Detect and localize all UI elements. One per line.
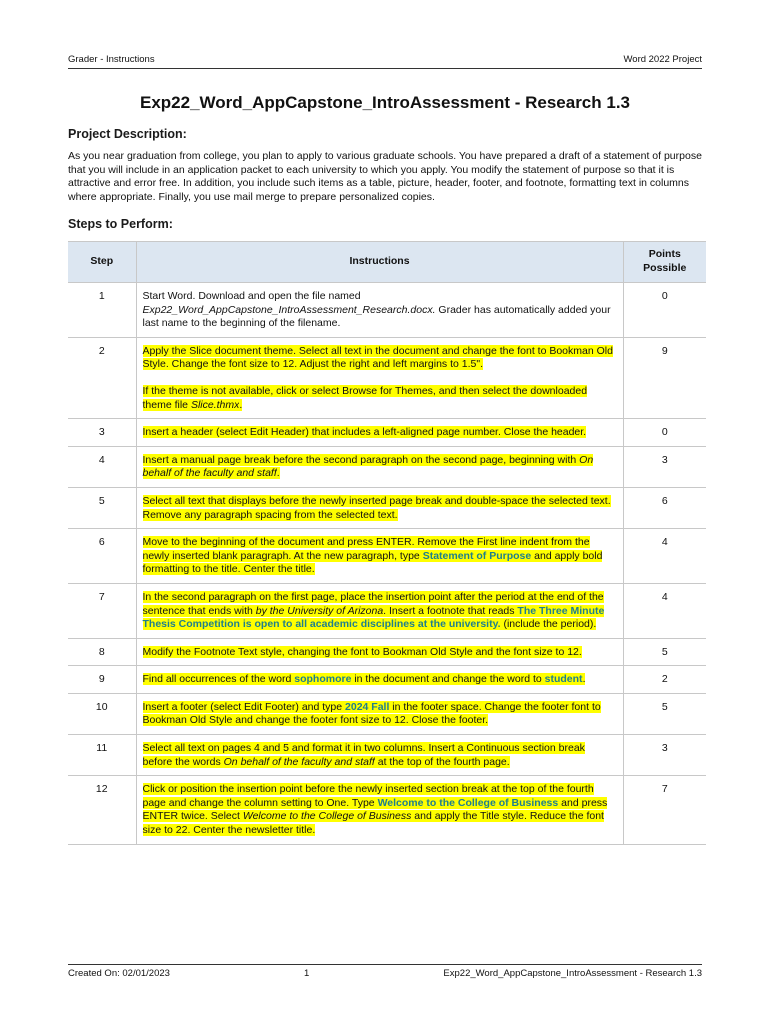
step-instructions: Select all text that displays before the newly inserted page break and double-space the selected text. Remove any paragraph spacing from the selected text. bbox=[136, 487, 623, 528]
step-number: 4 bbox=[68, 446, 136, 487]
footer-created-on: Created On: 02/01/2023 bbox=[68, 968, 170, 979]
step-points: 5 bbox=[623, 638, 706, 666]
step-points: 3 bbox=[623, 446, 706, 487]
step-instructions: Move to the beginning of the document and press ENTER. Remove the First line indent from the newly inserted blank paragraph. At the new paragraph, type Statement of Purpose and apply bold formatting to the title. Center the title. bbox=[136, 529, 623, 584]
col-header-instructions: Instructions bbox=[136, 242, 623, 283]
step-points: 4 bbox=[623, 583, 706, 638]
table-row bbox=[68, 638, 706, 666]
step-number: 12 bbox=[68, 776, 136, 844]
step-number: 6 bbox=[68, 529, 136, 584]
step-points: 9 bbox=[623, 337, 706, 418]
table-row bbox=[68, 776, 706, 844]
footer-page-number: 1 bbox=[304, 968, 310, 979]
table-row bbox=[68, 487, 706, 528]
table-row bbox=[68, 337, 706, 418]
page-footer bbox=[68, 964, 702, 979]
table-row bbox=[68, 666, 706, 694]
step-instructions: In the second paragraph on the first page, place the insertion point after the period at the end of the sentence that ends with by the University of Arizona. Insert a footnote that reads The Three Minute Thesis Competition is open to all academic disciplines at the university. (include the period). bbox=[136, 583, 623, 638]
page-header bbox=[68, 54, 702, 69]
step-number: 1 bbox=[68, 283, 136, 338]
col-header-step: Step bbox=[68, 242, 136, 283]
table-row bbox=[68, 735, 706, 776]
step-instructions: Click or position the insertion point before the newly inserted section break at the top of the fourth page and change the column setting to One. Type Welcome to the College of Business and press ENTER twice. Select Welcome to the College of Business and apply the Title style. Reduce the font size to 22. Center the newsletter title. bbox=[136, 776, 623, 844]
step-points: 2 bbox=[623, 666, 706, 694]
header-left: Grader - Instructions bbox=[68, 54, 155, 65]
step-instructions: Insert a manual page break before the second paragraph on the second page, beginning with On behalf of the faculty and staff. bbox=[136, 446, 623, 487]
step-points: 4 bbox=[623, 529, 706, 584]
step-instructions: Apply the Slice document theme. Select all text in the document and change the font to Bookman Old Style. Change the font size to 12. Adjust the right and left margins to 1.5". If the theme is not available, click or select Browse for Themes, and then select the downloaded theme file Slice.thmx. bbox=[136, 337, 623, 418]
header-right: Word 2022 Project bbox=[623, 54, 702, 65]
step-number: 8 bbox=[68, 638, 136, 666]
project-description-heading: Project Description: bbox=[68, 127, 187, 141]
step-points: 5 bbox=[623, 693, 706, 734]
table-row bbox=[68, 583, 706, 638]
step-number: 11 bbox=[68, 735, 136, 776]
table-row bbox=[68, 529, 706, 584]
step-number: 9 bbox=[68, 666, 136, 694]
step-instructions: Insert a footer (select Edit Footer) and type 2024 Fall in the footer space. Change the footer font to Bookman Old Style and change the footer font size to 12. Close the footer. bbox=[136, 693, 623, 734]
document-title: Exp22_Word_AppCapstone_IntroAssessment - Research 1.3 bbox=[139, 93, 631, 112]
table-header-row bbox=[68, 242, 706, 283]
step-instructions: Select all text on pages 4 and 5 and format it in two columns. Insert a Continuous section break before the words On behalf of the faculty and staff at the top of the fourth page. bbox=[136, 735, 623, 776]
step-points: 6 bbox=[623, 487, 706, 528]
steps-heading: Steps to Perform: bbox=[68, 217, 173, 231]
step-number: 3 bbox=[68, 419, 136, 447]
footer-title: Exp22_Word_AppCapstone_IntroAssessment - Research 1.3 bbox=[443, 968, 702, 979]
step-number: 5 bbox=[68, 487, 136, 528]
step-instructions: Find all occurrences of the word sophomore in the document and change the word to student. bbox=[136, 666, 623, 694]
table-row bbox=[68, 693, 706, 734]
step-points: 3 bbox=[623, 735, 706, 776]
col-header-points: Points Possible bbox=[623, 242, 706, 283]
step-points: 0 bbox=[623, 283, 706, 338]
step-number: 10 bbox=[68, 693, 136, 734]
project-description-text: As you near graduation from college, you plan to apply to various graduate schools. You have prepared a draft of a statement of purpose that you will include in an application packet to each university to which you apply. You modify the statement of purpose so that it is attractive and error free. In addition, you include such items as a table, picture, header, footer, and footnote, formatting text in columns where appropriate. Finally, you use mail merge to prepare personalized copies. bbox=[68, 150, 702, 203]
table-row bbox=[68, 283, 706, 338]
steps-table bbox=[68, 241, 706, 845]
step-instructions: Start Word. Download and open the file named Exp22_Word_AppCapstone_IntroAssessment_Research.docx. Grader has automatically added your last name to the beginning of the filename. bbox=[136, 283, 623, 338]
step-points: 7 bbox=[623, 776, 706, 844]
step-instructions: Modify the Footnote Text style, changing the font to Bookman Old Style and the font size to 12. bbox=[136, 638, 623, 666]
step-instructions: Insert a header (select Edit Header) that includes a left-aligned page number. Close the header. bbox=[136, 419, 623, 447]
step-number: 2 bbox=[68, 337, 136, 418]
step-number: 7 bbox=[68, 583, 136, 638]
table-row bbox=[68, 446, 706, 487]
table-row bbox=[68, 419, 706, 447]
step-points: 0 bbox=[623, 419, 706, 447]
